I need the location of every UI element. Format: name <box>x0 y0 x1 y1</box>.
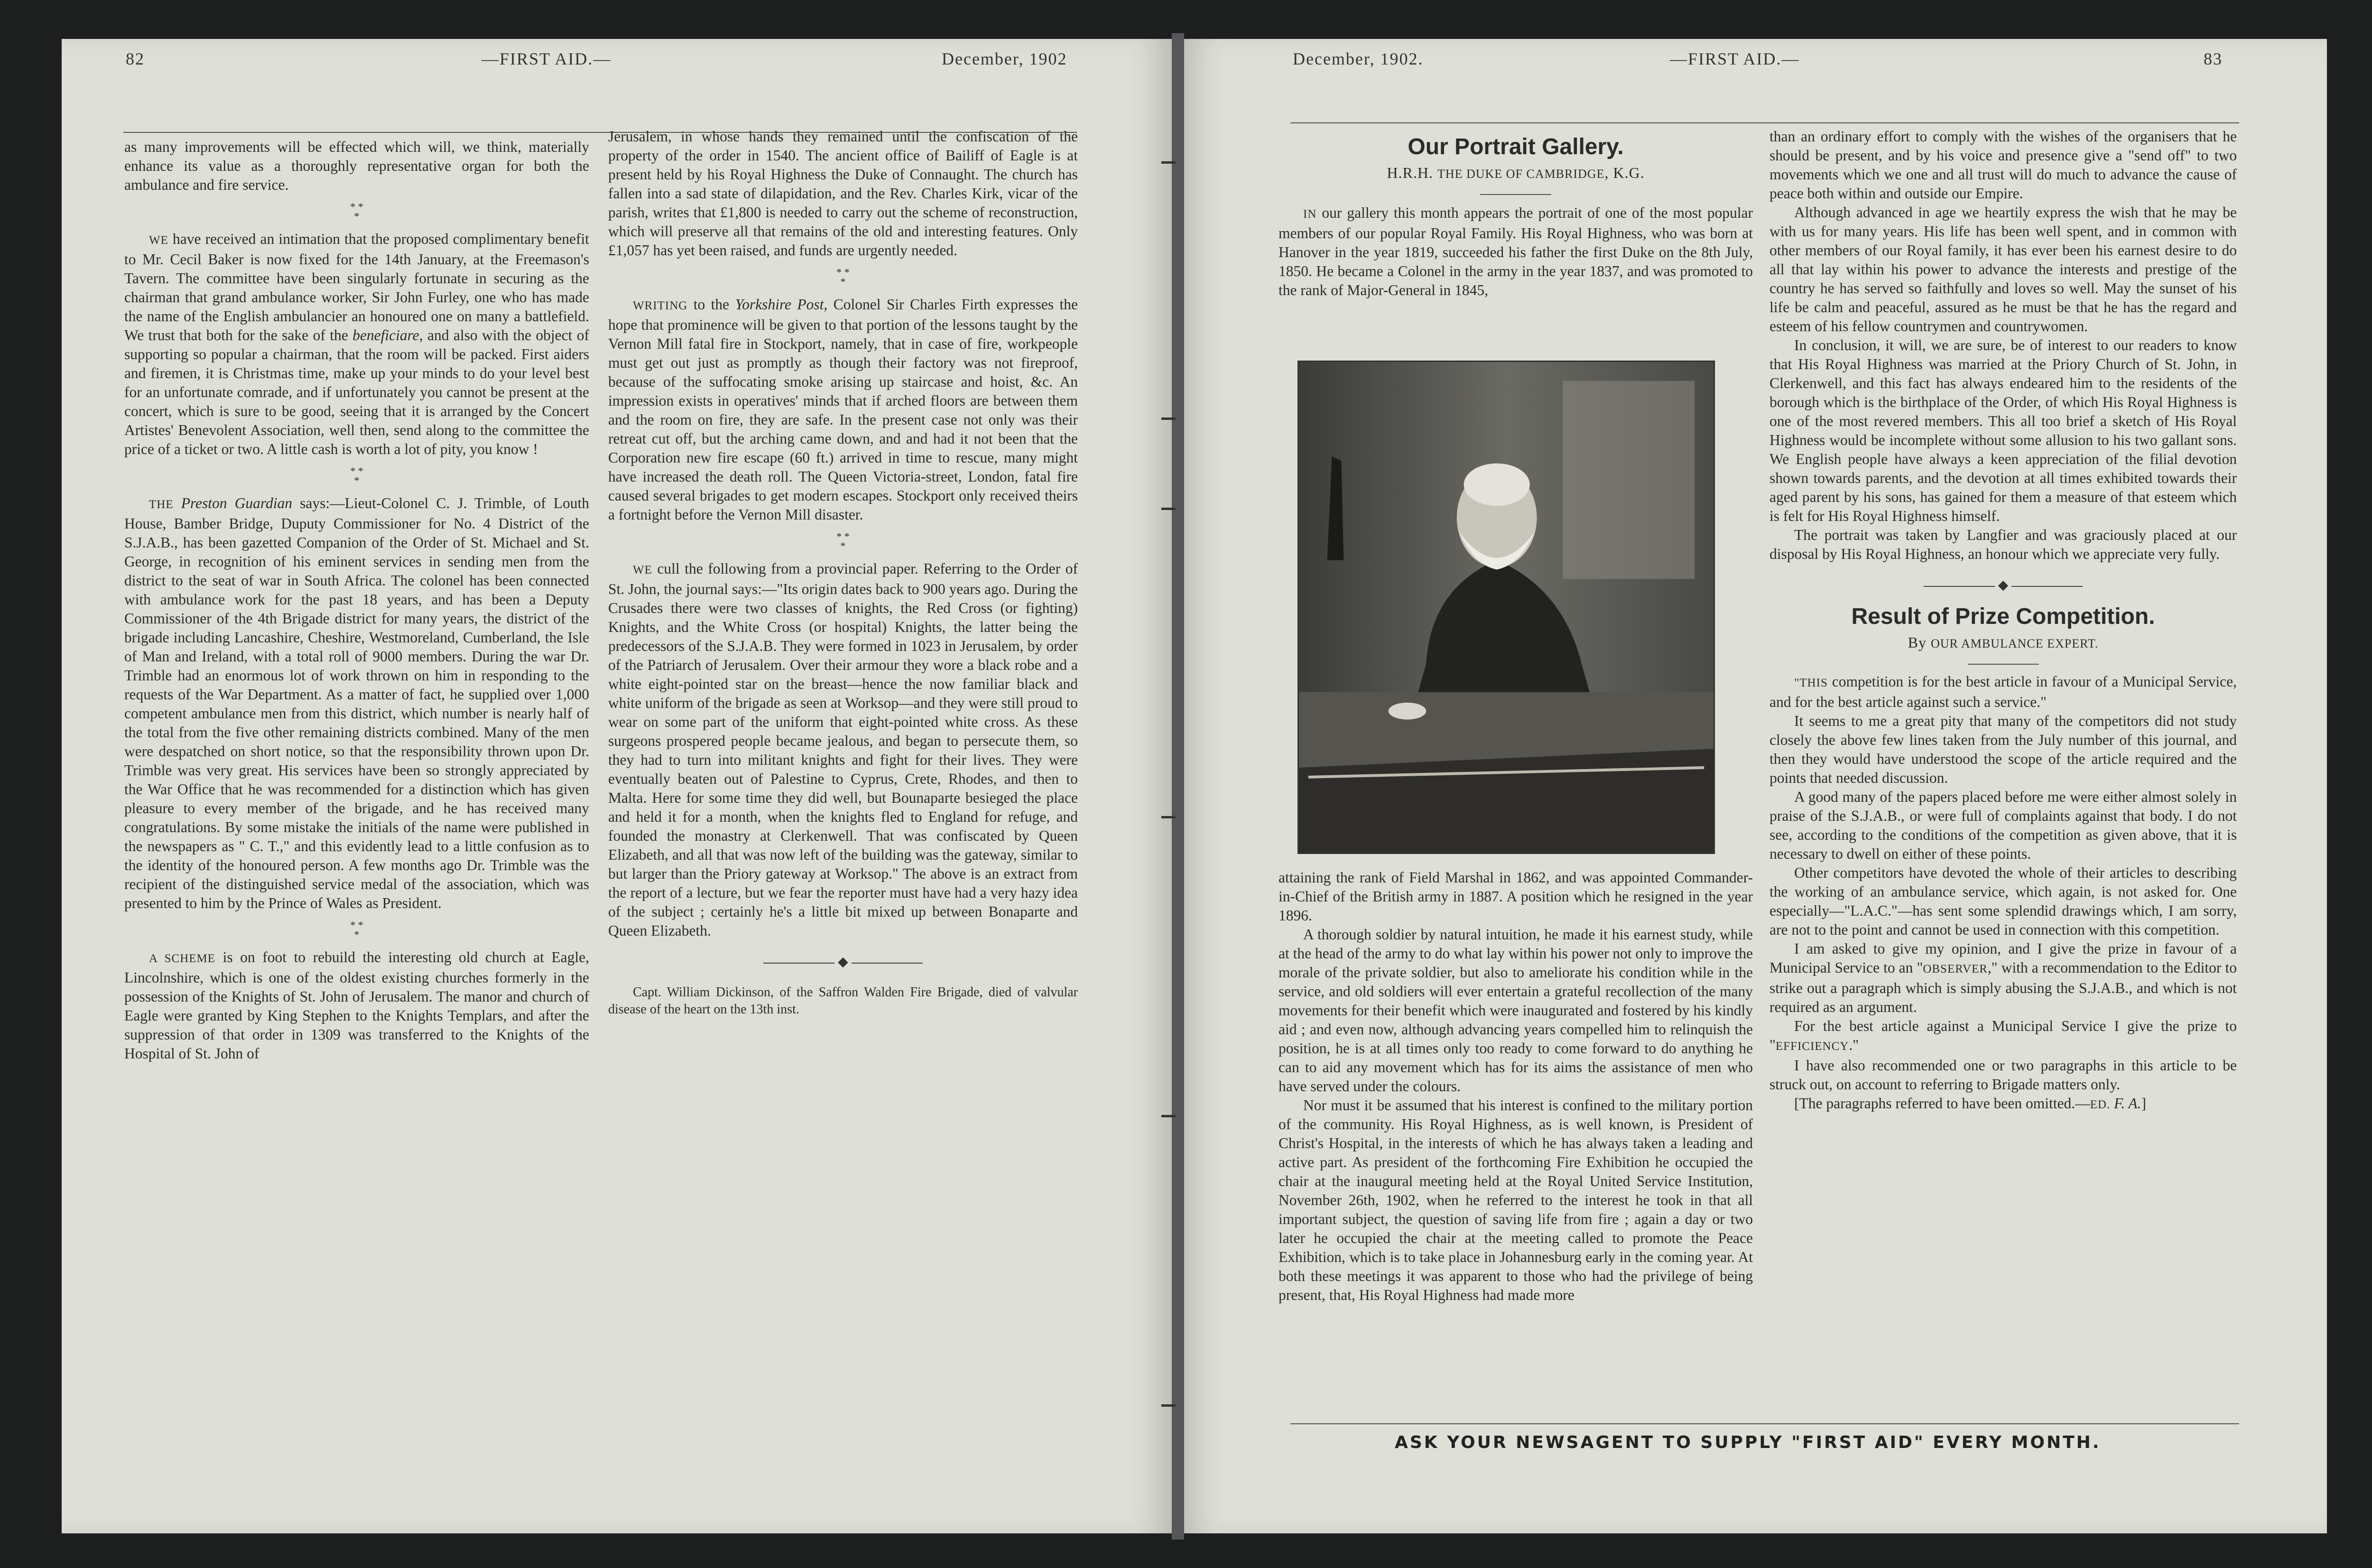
section-asterism: * * * <box>350 465 363 486</box>
paragraph: Although advanced in age we heartily express the wish that he may be with us for many years. His life has been well spent, and in common with other members of our Royal family, it has ever been his earnest desire to do all that lay within his power to advance the interests and prestige of the country he has served so faithfully and loves so well. May the sunset of his life be calm and peaceful, assured as he must be that he has the regard and esteem of his fellow countrymen and countrywomen. <box>1770 204 2237 334</box>
paragraph: I have also recommended one or two paragraphs in this article to be struck out, on account to referring to Brigade matters only. <box>1770 1057 2237 1093</box>
section-asterism: * * * <box>350 919 363 940</box>
obituary-note: Capt. William Dickinson, of the Saffron Walden Fire Brigade, died of valvular disease of the heart on the 13th inst. <box>608 985 1078 1017</box>
title-rule <box>1480 194 1551 195</box>
right-column-1-top <box>1279 134 1753 300</box>
paragraph: WE cull the following from a provincial paper. Referring to the Order of St. John, the journal says:—"Its origin dates back to 900 years ago. During the Crusades there were two classes of knights, the Red Cross (or fighting) Knights, and the White Cross (or hospital) Knights, the latter being the predecessors of the S.J.A.B. They were formed in 1023 in Jerusalem, by order of the Patriarch of Jerusalem. Over their armour they wore a black robe and a white eight-pointed star on the breast—hence the now familiar black and white uniform of the brigade as seen at Worksop—and they were still proud to wear on some part of the uniform that eight-pointed white cross. As these surgeons prospered people became jealous, and began to persecute them, so they had to turn into militant knights and fight for their lives. They were eventually beaten out of Palestine to Cyprus, Crete, Rhodes, and then to Malta. Here for some time they did well, but Bounaparte besieged the place and held it for a month, when the knights fled to England for refuge, and founded the monastry at Clerkenwell. That was confiscated by Queen Elizabeth, and all that was now left of the building was the gateway, similar to but larger than the Priory gateway at Worksop." The above is an extract from the report of a lecture, but we fear the reporter must have had a very hazy idea of the subject ; certainly he's a little bit mixed up between Bonaparte and Queen Elizabeth. <box>608 560 1078 939</box>
binding-mark <box>1161 816 1176 818</box>
paragraph: Jerusalem, in whose hands they remained until the confiscation of the property of the order in 1540. The ancient office of Bailiff of Eagle is at present held by his Royal Highness the Duke of Connaught. The church has fallen into a sad state of dilapidation, and the Rev. Charles Kirk, vicar of the parish, writes that £1,800 is needed to carry out the scheme of reconstruction, which will preserve all that remains of the old and interesting features. Only £1,057 has yet been raised, and funds are urgently needed. <box>608 128 1078 259</box>
teacup <box>1389 703 1426 720</box>
title-rule <box>1968 664 2039 665</box>
section-asterism: * * * <box>350 201 363 222</box>
paragraph: I am asked to give my opinion, and I give the prize in favour of a Municipal Service to an "OBSERVER," with a recommendation to the Editor to strike out a paragraph which is simply abusing the S.J.A.B., and which is not required as an argument. <box>1770 940 2237 1015</box>
binding-mark <box>1161 508 1176 510</box>
footer-rule <box>1290 1423 2239 1424</box>
page-number: 82 <box>126 49 145 68</box>
paragraph: WE have received an intimation that the proposed complimentary benefit to Mr. Cecil Baker is now fixed for the 14th January, at the Freemason's Tavern. The committee have been singularly fortunate in securing as the chairman that grand ambulance worker, Sir John Furley, one who has made the name of the English ambulancier an honoured one on many a battlefield. We trust that both for the sake of the beneficiare, and also with the object of supporting so popular a chairman, that the room will be packed. First aiders and firemen, it is Christmas time, make up your minds to do your level best for an unfortunate comrade, and if unfortunately you cannot be present at the concert, which is sure to be good, seeing that it is arranged by the Concert Artistes' Benevolent Association, well then, send along to the committee the price of a ticket or two. A little cash is worth a lot of pity, you know ! <box>124 231 589 457</box>
paragraph: IN our gallery this month appears the portrait of one of the most popular members of our popular Royal Family. His Royal Highness, who was born at Hanover in the year 1819, succeeded his father the first Duke on the 8th July, 1850. He became a Colonel in the army in the year 1837, and was promoted to the rank of Major-General in 1845, <box>1279 204 1753 298</box>
binding-mark <box>1161 161 1176 164</box>
paragraph: For the best article against a Municipal Service I give the prize to "EFFICIENCY." <box>1770 1018 2237 1053</box>
issue-date: December, 1902. <box>1293 49 1424 68</box>
footer-advert: ASK YOUR NEWSAGENT TO SUPPLY "FIRST AID" EVERY MONTH. <box>1395 1433 2101 1452</box>
editor-note: [The paragraphs referred to have been omitted.—ED. F. A.] <box>1794 1095 2147 1112</box>
paragraph: Nor must it be assumed that his interest is confined to the military portion of the community. His Royal Highness, as is well known, is President of Christ's Hospital, in the interests of which he has always taken a leading and active part. As president of the forthcoming Fire Exhibition he occupied the chair at the inaugural meeting held at the Royal United Service Institution, November 26th, 1902, when he referred to the interest he took in that all important subject, the question of saving life from fire ; again a day or two later he occupied the chair at the meeting called to promote the Peace Exhibition, which is to take place in Johannesburg early in the coming year. At both these meetings it was apparent to those who had the privilege of being present, that, His Royal Highness had made more <box>1279 1097 1753 1303</box>
binding-mark <box>1161 1404 1176 1407</box>
section-divider: ◆ <box>608 953 1078 972</box>
section-title: Result of Prize Competition. <box>1851 604 2155 629</box>
section-title: Our Portrait Gallery. <box>1408 134 1624 159</box>
section-asterism: * * * <box>836 530 850 552</box>
section-subtitle: H.R.H. THE DUKE OF CAMBRIDGE, K.G. <box>1387 164 1645 181</box>
issue-date: December, 1902 <box>942 49 1067 68</box>
header-rule <box>1290 122 2239 123</box>
paragraph: as many improvements will be effected which will, we think, materially enhance its value as a thoroughly representative organ for both the ambulance and fire service. <box>124 139 589 193</box>
paragraph: Other competitors have devoted the whole of their articles to describing the working of an ambulance service, which again, is not asked for. One especially—"L.A.C."—has sent some splendid drawings which, I am sorry, are not to the point and cannot be used in connection with this competition. <box>1770 864 2237 938</box>
paragraph: A good many of the papers placed before me were either almost solely in praise of the S.J.A.B., or were full of complaints against that body. I do not see, according to the conditions of the competition as given above, that it is necessary to dwell on either of these points. <box>1770 789 2237 862</box>
binding-mark <box>1161 418 1176 420</box>
section-divider: ◆ <box>1770 576 2237 595</box>
paragraph: It seems to me a great pity that many of the competitors did not study closely the above few lines taken from the July number of this journal, and then they would have understood the scope of the article required and the points that needed discussion. <box>1770 713 2237 786</box>
right-column-1-bottom <box>1279 868 1753 1305</box>
left-column-2 <box>608 127 1078 1018</box>
paragraph: A SCHEME is on foot to rebuild the interesting old church at Eagle, Lincolnshire, which is one of the oldest existing churches formerly in the possession of the Knights of St. John of Jerusalem. The manor and church of Eagle were granted by King Stephen to the Knights Templars, and after the suppression of that order in 1309 was transferred to the Knights of the Hospital of St. John of <box>124 949 589 1062</box>
paragraph: "THIS competition is for the best article in favour of a Municipal Service, and for the best article against such a service." <box>1770 673 2237 710</box>
section-asterism: * * * <box>836 266 850 288</box>
left-column-1 <box>124 138 589 1063</box>
book-spine <box>1172 33 1184 1540</box>
paragraph: A thorough soldier by natural intuition, he made it his earnest study, while at the head of the army to do what lay within his power not only to improve the morale of the private soldier, but also to ameliorate his condition while in the service, and old soldiers will ever entertain a grateful recollection of the many movements for their benefit which were inaugurated and fostered by his kindly aid ; and even now, although advancing years compelled him to relinquish the position, he is at all times only too ready to come forward to do anything he can to aid any movement which has for its aims the assistance of men who have served under the colours. <box>1279 926 1753 1095</box>
paragraph: WRITING to the Yorkshire Post, Colonel Sir Charles Firth expresses the hope that prominence will be given to that portion of the lessons taught by the Vernon Mill fatal fire in Stockport, namely, that in case of fire, workpeople must get out just as promptly as though their factory was not fireproof, because of the suffocating smoke arising up staircase and hoist, &c. An impression exists in operatives' minds that if arched floors are between them and the room on fire, they are safe. In the present case not only was their retreat cut off, but the arching came down, and and had it not been that the Corporation new fire escape (60 ft.) arrived in time to rescue, many might have increased the death roll. The Queen Victoria-street, London, fatal fire caused several brigades to get modern escapes. Stockport only received theirs a fortnight before the Vernon Mill disaster. <box>608 296 1078 523</box>
portrait-photo <box>1297 361 1715 854</box>
section-byline: By OUR AMBULANCE EXPERT. <box>1908 634 2099 651</box>
page-number: 83 <box>2204 49 2223 68</box>
binding-mark <box>1161 1115 1176 1117</box>
running-title: —FIRST AID.— <box>482 49 612 68</box>
paragraph: attaining the rank of Field Marshal in 1862, and was appointed Commander-in-Chief of the British army in 1887. A position which he resigned in the year 1896. <box>1279 869 1753 924</box>
paragraph: than an ordinary effort to comply with the wishes of the organisers that he should be present, and by his voice and presence give a "send off" to two movements which we one and all trust will do much to advance the cause of peace both within and outside our Empire. <box>1770 128 2237 202</box>
paragraph: THE Preston Guardian says:—Lieut-Colonel C. J. Trimble, of Louth House, Bamber Bridge, Duputy Commissioner for No. 4 District of the S.J.A.B., has been gazetted Companion of the Order of St. Michael and St. George, in recognition of his eminent services in sending men from the district to the seat of war in South Africa. The colonel has been connected with ambulance work for the past 18 years, and has been a Deputy Commissioner of the 4th Brigade district for many years, the district of the brigade including Lancashire, Cheshire, Westmoreland, Cumberland, the Isle of Man and Ireland, with a total roll of 9000 members. During the war Dr. Trimble had an enormous lot of work thrown on him in responding to the requests of the War Department. As a matter of fact, he supplied over 1,000 competent ambulance men from this district, which number is nearly half of the total from the five other remaining districts combined. Many of the men were despatched on short notice, so that the responsibility thrown upon Dr. Trimble was very great. His services have been so strongly appreciated by the War Office that he was recommended for a distinction which has given pleasure to every member of the brigade, and he has received many congratulations. By some mistake the initials of the name were published in the newspapers as " C. T.," and this evidently lead to a little confusion as to the identity of the honoured person. A few months ago Dr. Trimble was the recipient of the distinguished service medal of the association, which was presented to him by the Prince of Wales as President. <box>124 495 589 911</box>
right-column-2 <box>1770 127 2237 1114</box>
sitter-head <box>1464 464 1530 506</box>
running-title: —FIRST AID.— <box>1670 49 1800 68</box>
paragraph: The portrait was taken by Langfier and was graciously placed at our disposal by His Royal Highness, an honour which we appreciate very fully. <box>1770 527 2237 562</box>
paragraph: In conclusion, it will, we are sure, be of interest to our readers to know that His Royal Highness was married at the Priory Church of St. John, in Clerkenwell, and this fact has always endeared him to the residents of the borough which is the birthplace of the Order, of which His Royal Highness is one of the most revered members. This all too brief a sketch of His Royal Highness would be incomplete without some allusion to his two gallant sons. We English people have always a keen appreciation of the filial devotion shown towards parents, and the devotion at all times exhibited towards their aged parent by his sons, has gained for them a measure of that esteem which is felt for His Royal Highness himself. <box>1770 337 2237 524</box>
window-light <box>1563 381 1695 579</box>
